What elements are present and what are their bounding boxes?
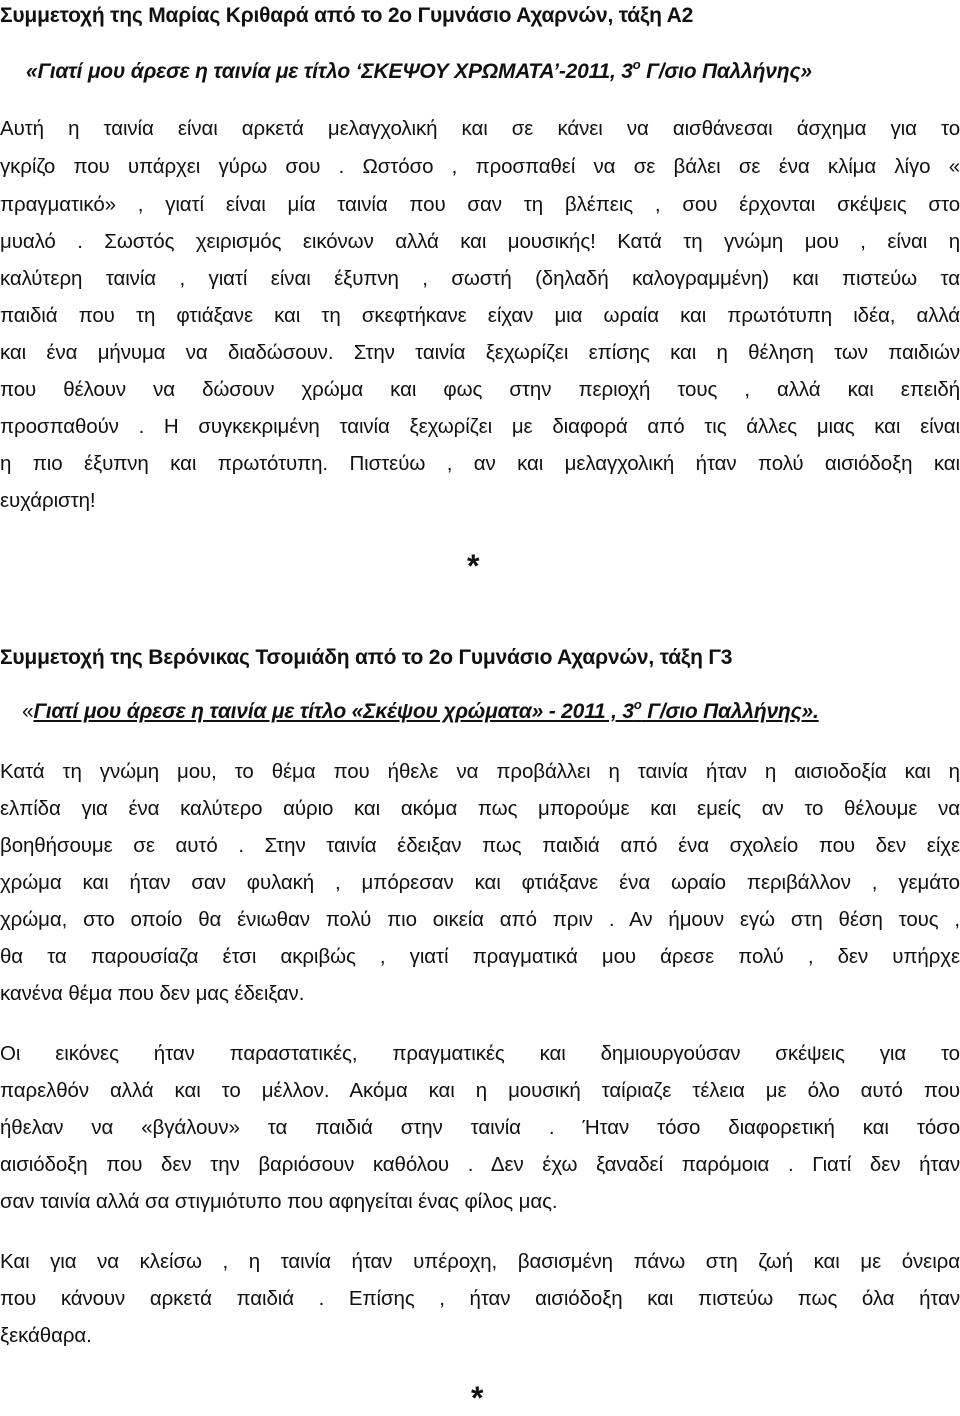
entry2-line: Οι εικόνες ήταν παραστατικές, πραγματικές και δημιουργούσαν σκέψεις για το [0, 1042, 960, 1065]
entry1-line: πραγματικό» , γιατί είναι μία ταινία που σαν τη βλέπεις , σου έρχονται σκέψεις στο [0, 193, 960, 216]
entry1-line: η πιο έξυπνη και πρωτότυπη. Πιστεύω , αν και μελαγχολική ήταν πολύ αισιόδοξη και [0, 452, 960, 475]
entry2-line: χρώμα, στο οποίο θα ένιωθαν πολύ πιο οικεία από πριν . Αν ήμουν εγώ στη θέση τους , [0, 908, 960, 931]
entry2-line: κανένα θέμα που δεν μας έδειξαν. [0, 982, 305, 1005]
entry2-line: βοηθήσουμε σε αυτό . Στην ταινία έδειξαν πως παιδιά από ένα σχολείο που δεν είχε [0, 834, 960, 857]
entry2-line: Κατά τη γνώμη μου, το θέμα που ήθελε να προβάλλει η ταινία ήταν η αισιοδοξία και η [0, 760, 960, 783]
entry2-line: σαν ταινία αλλά σα στιγμιότυπο που αφηγείται ένας φίλος μας. [0, 1190, 558, 1213]
entry2-line: που κάνουν αρκετά παιδιά . Επίσης , ήταν αισιόδοξη και πιστεύω πως όλα ήταν [0, 1287, 960, 1310]
entry2-heading: Συμμετοχή της Βερόνικας Τσομιάδη από το 2ο Γυμνάσιο Αχαρνών, τάξη Γ3 [0, 646, 733, 669]
entry2-line: χρώμα και ήταν σαν φυλακή , μπόρεσαν και φτιάξανε ένα ωραίο περιβάλλον , γεμάτο [0, 871, 960, 894]
entry1-line: που θέλουν να δώσουν χρώμα και φως στην περιοχή τους , αλλά και επειδή [0, 378, 960, 401]
entry2-line: Και για να κλείσω , η ταινία ήταν υπέροχη, βασισμένη πάνω στη ζωή και με όνειρα [0, 1250, 960, 1273]
entry1-line: καλύτερη ταινία , γιατί είναι έξυπνη , σωστή (δηλαδή καλογραμμένη) και πιστεύω τα [0, 267, 960, 290]
entry1-line: γκρίζο που υπάρχει γύρω σου . Ωστόσο , προσπαθεί να σε βάλει σε ένα κλίμα λίγο « [0, 155, 960, 178]
separator-asterisk: * [467, 548, 480, 584]
entry1-subtitle: «Γιατί μου άρεσε η ταινία με τίτλο ‘ΣΚΕΨΟΥ ΧΡΩΜΑΤΑ’-2011, $3^o$ Γ/σιο Παλλήνης» [26, 57, 812, 83]
entry2-line: ελπίδα για ένα καλύτερο αύριο και ακόμα πως μπορούμε και εμείς αν το θέλουμε να [0, 797, 960, 820]
entry1-line: παιδιά που τη φτιάξανε και τη σκεφτήκανε είχαν μια ωραία και πρωτότυπη ιδέα, αλλά [0, 304, 960, 327]
entry2-line: ήθελαν να «βγάλουν» τα παιδιά στην ταινία . Ήταν τόσο διαφορετική και τόσο [0, 1116, 960, 1139]
separator-asterisk: * [471, 1380, 484, 1416]
entry1-line: ευχάριστη! [0, 489, 96, 512]
entry2-line: ξεκάθαρα. [0, 1324, 92, 1347]
entry1-line: και ένα μήνυμα να διαδώσουν. Στην ταινία ξεχωρίζει επίσης και η θέληση των παιδιών [0, 341, 960, 364]
entry1-heading: Συμμετοχή της Μαρίας Κριθαρά από το 2ο Γυμνάσιο Αχαρνών, τάξη Α2 [0, 4, 694, 27]
entry1-line: προσπαθούν . Η συγκεκριμένη ταινία ξεχωρίζει με διαφορά από τις άλλες μιας και είναι [0, 415, 960, 438]
entry1-line: μυαλό . Σωστός χειρισμός εικόνων αλλά και μουσικής! Κατά τη γνώμη μου , είναι η [0, 230, 960, 253]
entry2-line: αισιόδοξη που δεν την βαριόσουν καθόλου . Δεν έχω ξαναδεί παρόμοια . Γιατί δεν ήταν [0, 1153, 960, 1176]
entry2-line: παρελθόν αλλά και το μέλλον. Ακόμα και η μουσική ταίριαζε τέλεια με όλο αυτό που [0, 1079, 960, 1102]
entry1-line: Αυτή η ταινία είναι αρκετά μελαγχολική και σε κάνει να αισθάνεσαι άσχημα για το [0, 117, 960, 140]
entry2-line: θα τα παρουσίαζα έτσι ακριβώς , γιατί πραγματικά μου άρεσε πολύ , δεν υπήρχε [0, 945, 960, 968]
entry2-subtitle: «Γιατί μου άρεσε η ταινία με τίτλο «Σκέψου χρώματα» - 2011 , $3^o$ Γ/σιο Παλλήνης». [22, 697, 819, 723]
